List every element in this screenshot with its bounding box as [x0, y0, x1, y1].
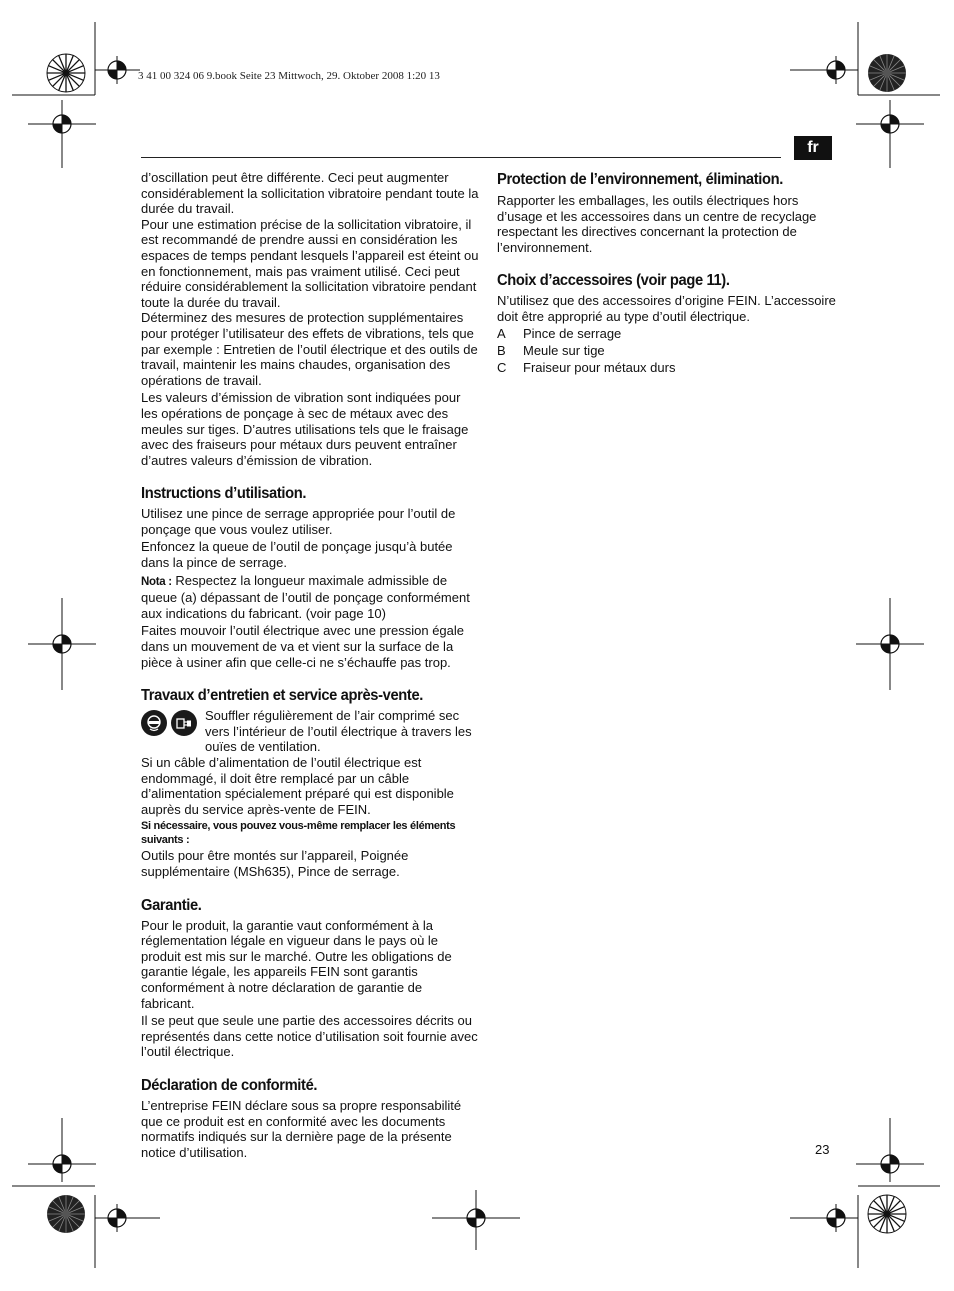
list-item-text: Fraiseur pour métaux durs: [523, 359, 676, 375]
list-item-letter: C: [497, 359, 507, 375]
accessories-heading: Choix d’accessoires (voir page 11).: [497, 272, 730, 290]
list-item-letter: A: [497, 325, 506, 341]
nota-paragraph: [141, 573, 479, 622]
maintenance-icon-row: [141, 708, 479, 755]
left-column: [141, 170, 479, 1160]
vibration-paragraph-4: Les valeurs d’émission de vibration sont indiquées pour les opérations de ponçage à sec de métaux avec des meules sur tiges. D’autres utilisations tels que le fraisage avec des fraiseurs pour métaux durs peuvent entraîner d’autres valeurs d’émission de vibration.: [141, 390, 469, 468]
list-item-text: Meule sur tige: [523, 342, 605, 358]
maintenance-icon-text: Souffler régulièrement de l’air comprimé sec vers l’intérieur de l’outil électrique à travers les ouïes de ventilation.: [205, 708, 472, 755]
book-info: 3 41 00 324 06 9.book Seite 23 Mittwoch, 29. Oktober 2008 1:20 13: [138, 70, 440, 82]
environment-heading: Protection de l’environnement, élimination.: [497, 171, 783, 188]
maintenance-bold-note: Si nécessaire, vous pouvez vous-même remplacer les éléments suivants :: [141, 820, 456, 847]
conformity-heading: Déclaration de conformité.: [141, 1076, 318, 1094]
warranty-paragraph-1: Pour le produit, la garantie vaut conformément à la réglementation légale en vigueur dans le pays où le produit est mis sur le marché. Outre les obligations de garantie légale, les appareils FEIN sont garantis conformément à notre déclaration de garantie de fabricant.: [141, 917, 452, 1011]
conformity-paragraph: L’entreprise FEIN déclare sous sa propre responsabilité que ce produit est en conformité avec les documents normatifs indiqués sur la dernière page de la présente notice d’utilisation.: [141, 1097, 462, 1160]
disconnect-plug-icon: [171, 710, 197, 736]
right-column: [497, 170, 837, 376]
eye-protection-icon: [141, 710, 167, 736]
warranty-paragraph-2: Il se peut que seule une partie des accessoires décrits ou représentés dans cette notice d’utilisation soit fournie avec l’outil électrique.: [141, 1013, 478, 1060]
list-item: [497, 359, 837, 376]
instructions-paragraph-3: Faites mouvoir l’outil électrique avec une pression égale dans un mouvement de va et vient sur la surface de la pièce à usiner afin que celle-ci ne s’échauffe pas trop.: [141, 623, 465, 670]
instructions-paragraph-2: Enfoncez la queue de l’outil de ponçage jusqu’à butée dans la pince de serrage.: [141, 539, 453, 571]
instructions-heading: Instructions d’utilisation.: [141, 485, 307, 503]
language-badge: fr: [794, 136, 832, 160]
header-rule: [141, 157, 781, 158]
accessories-list: [497, 325, 837, 376]
nota-text: Respectez la longueur maximale admissible de queue (a) dépassant de l’outil de ponçage conformément aux indications du fabricant. (voir page 10): [141, 572, 470, 621]
page-number: 23: [815, 1142, 830, 1157]
list-item-letter: B: [497, 342, 506, 358]
warranty-heading: Garantie.: [141, 896, 202, 914]
maintenance-heading: Travaux d’entretien et service après-vente.: [141, 687, 423, 705]
list-item-text: Pince de serrage: [523, 325, 622, 341]
maintenance-icons: [141, 710, 197, 736]
maintenance-paragraph-1: Si un câble d’alimentation de l’outil électrique est endommagé, il doit être remplacé par un câble d’alimentation spécialement préparé qui est disponible auprès du service après-vente de FEIN.: [141, 755, 454, 817]
list-item: [497, 325, 837, 342]
list-item: [497, 342, 837, 359]
vibration-paragraph-1: d’oscillation peut être différente. Ceci peut augmenter considérablement la sollicitation vibratoire pendant toute la durée du travail.: [141, 170, 479, 217]
environment-paragraph: Rapporter les emballages, les outils électriques hors d’usage et les accessoires dans un centre de recyclage respectant les directives concernant la protection de l’environnement.: [497, 193, 817, 255]
vibration-paragraph-3: Déterminez des mesures de protection supplémentaires pour protéger l’utilisateur des effets de vibrations, tels que par exemple : Entretien de l’outil électrique et des outils de travail, maintenir les mains chaudes, organisation des opérations de travail.: [141, 310, 478, 388]
nota-label: Nota :: [141, 575, 172, 588]
maintenance-paragraph-2: Outils pour être montés sur l’appareil, Poignée supplémentaire (MSh635), Pince de serrage.: [141, 848, 409, 879]
instructions-paragraph-1: Utilisez une pince de serrage appropriée pour l’outil de ponçage que vous voulez utiliser.: [141, 506, 456, 537]
vibration-paragraph-2: Pour une estimation précise de la sollicitation vibratoire, il est recommandé de prendre aussi en considération les espaces de temps pendant lesquels l’appareil est éteint ou en fonctionnement, mais pas vraiment utilisé. Ceci peut réduire considérablement la sollicitation vibratoire pendant toute la durée du travail.: [141, 216, 479, 310]
accessories-paragraph: N’utilisez que des accessoires d’origine FEIN. L’accessoire doit être approprié au type d’outil électrique.: [497, 293, 836, 324]
